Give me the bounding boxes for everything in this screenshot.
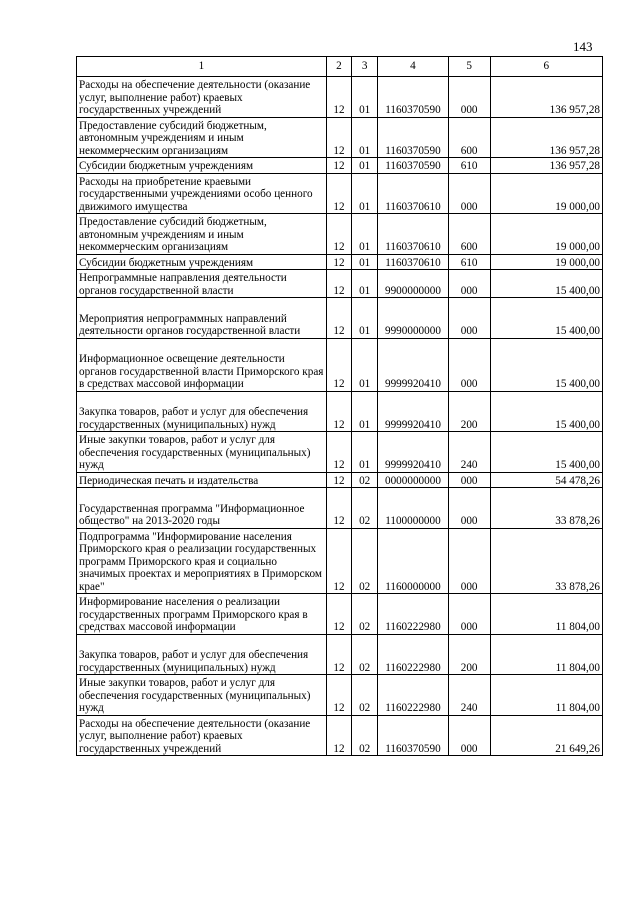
row-subsection: 01 xyxy=(352,173,378,214)
row-expense-type: 000 xyxy=(448,77,490,118)
row-section: 12 xyxy=(326,634,351,675)
table-row xyxy=(77,254,603,270)
row-amount: 15 400,00 xyxy=(490,432,602,473)
row-amount: 15 400,00 xyxy=(490,270,602,298)
row-subsection: 02 xyxy=(352,715,378,756)
row-section: 12 xyxy=(326,488,351,529)
row-amount: 54 478,26 xyxy=(490,472,602,488)
row-expense-type: 000 xyxy=(448,338,490,391)
table-row xyxy=(77,214,603,255)
row-target-code: 1160222980 xyxy=(378,594,448,635)
table-row xyxy=(77,634,603,675)
row-amount: 15 400,00 xyxy=(490,298,602,339)
table-row xyxy=(77,298,603,339)
row-section: 12 xyxy=(326,675,351,716)
row-amount: 11 804,00 xyxy=(490,594,602,635)
row-subsection: 01 xyxy=(352,391,378,432)
row-name: Закупка товаров, работ и услуг для обеспечения государственных (муниципальных) нужд xyxy=(77,391,327,432)
column-header: 3 xyxy=(352,57,378,77)
row-subsection: 02 xyxy=(352,528,378,594)
budget-table-body xyxy=(77,57,603,756)
row-expense-type: 000 xyxy=(448,270,490,298)
row-name: Периодическая печать и издательства xyxy=(77,472,327,488)
row-name: Субсидии бюджетным учреждениям xyxy=(77,254,327,270)
table-row xyxy=(77,391,603,432)
row-section: 12 xyxy=(326,338,351,391)
table-row xyxy=(77,488,603,529)
row-amount: 11 804,00 xyxy=(490,675,602,716)
row-name: Мероприятия непрограммных направлений деятельности органов государственной власти xyxy=(77,298,327,339)
row-amount: 19 000,00 xyxy=(490,214,602,255)
table-row xyxy=(77,472,603,488)
row-target-code: 9999920410 xyxy=(378,338,448,391)
row-section: 12 xyxy=(326,270,351,298)
table-row xyxy=(77,270,603,298)
row-target-code: 9999920410 xyxy=(378,432,448,473)
row-name: Предоставление субсидий бюджетным, автономным учреждениям и иным некоммерческим организациям xyxy=(77,214,327,255)
row-expense-type: 240 xyxy=(448,675,490,716)
row-name: Закупка товаров, работ и услуг для обеспечения государственных (муниципальных) нужд xyxy=(77,634,327,675)
table-row xyxy=(77,675,603,716)
row-section: 12 xyxy=(326,432,351,473)
row-subsection: 02 xyxy=(352,634,378,675)
row-target-code: 1160222980 xyxy=(378,675,448,716)
row-subsection: 01 xyxy=(352,77,378,118)
row-name: Информационное освещение деятельности органов государственной власти Приморского края в средствах массовой информации xyxy=(77,338,327,391)
row-target-code: 1160370610 xyxy=(378,214,448,255)
row-section: 12 xyxy=(326,254,351,270)
row-name: Государственная программа "Информационное общество" на 2013-2020 годы xyxy=(77,488,327,529)
row-target-code: 1160370610 xyxy=(378,173,448,214)
row-expense-type: 000 xyxy=(448,528,490,594)
row-subsection: 01 xyxy=(352,117,378,158)
row-target-code: 1160222980 xyxy=(378,634,448,675)
row-amount: 33 878,26 xyxy=(490,528,602,594)
column-header: 1 xyxy=(77,57,327,77)
row-amount: 136 957,28 xyxy=(490,117,602,158)
row-name: Предоставление субсидий бюджетным, автономным учреждениям и иным некоммерческим организациям xyxy=(77,117,327,158)
table-row xyxy=(77,158,603,174)
row-expense-type: 000 xyxy=(448,594,490,635)
row-section: 12 xyxy=(326,173,351,214)
row-amount: 19 000,00 xyxy=(490,173,602,214)
row-subsection: 01 xyxy=(352,214,378,255)
row-subsection: 01 xyxy=(352,432,378,473)
row-target-code: 1160370590 xyxy=(378,117,448,158)
table-row xyxy=(77,528,603,594)
row-expense-type: 000 xyxy=(448,298,490,339)
table-row xyxy=(77,173,603,214)
row-subsection: 01 xyxy=(352,338,378,391)
row-name: Субсидии бюджетным учреждениям xyxy=(77,158,327,174)
row-expense-type: 000 xyxy=(448,488,490,529)
column-header: 6 xyxy=(490,57,602,77)
row-subsection: 02 xyxy=(352,472,378,488)
row-expense-type: 610 xyxy=(448,158,490,174)
row-amount: 136 957,28 xyxy=(490,158,602,174)
row-expense-type: 000 xyxy=(448,715,490,756)
table-row xyxy=(77,117,603,158)
row-name: Расходы на приобретение краевыми государственными учреждениями особо ценного движимого имущества xyxy=(77,173,327,214)
row-expense-type: 200 xyxy=(448,391,490,432)
row-name: Иные закупки товаров, работ и услуг для обеспечения государственных (муниципальных) нужд xyxy=(77,675,327,716)
row-subsection: 02 xyxy=(352,675,378,716)
row-target-code: 9900000000 xyxy=(378,270,448,298)
row-name: Иные закупки товаров, работ и услуг для обеспечения государственных (муниципальных) нужд xyxy=(77,432,327,473)
page-number: 143 xyxy=(573,39,593,54)
row-amount: 15 400,00 xyxy=(490,391,602,432)
row-expense-type: 600 xyxy=(448,214,490,255)
row-name: Расходы на обеспечение деятельности (оказание услуг, выполнение работ) краевых государственных учреждений xyxy=(77,77,327,118)
row-section: 12 xyxy=(326,298,351,339)
row-target-code: 1160370590 xyxy=(378,715,448,756)
row-target-code: 1160370590 xyxy=(378,158,448,174)
row-name: Подпрограмма "Информирование населения Приморского края о реализации государственных программ Приморского края и социально значимых проектах и мероприятиях в Приморском крае" xyxy=(77,528,327,594)
row-subsection: 01 xyxy=(352,158,378,174)
row-amount: 136 957,28 xyxy=(490,77,602,118)
row-expense-type: 600 xyxy=(448,117,490,158)
row-section: 12 xyxy=(326,117,351,158)
row-target-code: 9999920410 xyxy=(378,391,448,432)
row-target-code: 1100000000 xyxy=(378,488,448,529)
row-target-code: 0000000000 xyxy=(378,472,448,488)
row-amount: 21 649,26 xyxy=(490,715,602,756)
row-target-code: 1160370610 xyxy=(378,254,448,270)
table-row xyxy=(77,432,603,473)
table-row xyxy=(77,77,603,118)
table-header-row xyxy=(77,57,603,77)
row-section: 12 xyxy=(326,715,351,756)
row-target-code: 9990000000 xyxy=(378,298,448,339)
row-subsection: 02 xyxy=(352,488,378,529)
row-name: Информирование населения о реализации государственных программ Приморского края в средствах массовой информации xyxy=(77,594,327,635)
row-target-code: 1160000000 xyxy=(378,528,448,594)
column-header: 2 xyxy=(326,57,351,77)
table-row xyxy=(77,715,603,756)
budget-table xyxy=(76,56,603,756)
row-name: Расходы на обеспечение деятельности (оказание услуг, выполнение работ) краевых государственных учреждений xyxy=(77,715,327,756)
row-subsection: 01 xyxy=(352,254,378,270)
row-target-code: 1160370590 xyxy=(378,77,448,118)
row-expense-type: 240 xyxy=(448,432,490,473)
row-expense-type: 200 xyxy=(448,634,490,675)
row-amount: 19 000,00 xyxy=(490,254,602,270)
table-row xyxy=(77,594,603,635)
row-expense-type: 000 xyxy=(448,173,490,214)
row-amount: 15 400,00 xyxy=(490,338,602,391)
row-subsection: 02 xyxy=(352,594,378,635)
row-section: 12 xyxy=(326,472,351,488)
row-section: 12 xyxy=(326,594,351,635)
row-section: 12 xyxy=(326,158,351,174)
row-expense-type: 000 xyxy=(448,472,490,488)
row-expense-type: 610 xyxy=(448,254,490,270)
row-amount: 33 878,26 xyxy=(490,488,602,529)
row-section: 12 xyxy=(326,391,351,432)
row-section: 12 xyxy=(326,528,351,594)
row-amount: 11 804,00 xyxy=(490,634,602,675)
column-header: 4 xyxy=(378,57,448,77)
table-row xyxy=(77,338,603,391)
row-subsection: 01 xyxy=(352,298,378,339)
row-section: 12 xyxy=(326,77,351,118)
row-name: Непрограммные направления деятельности органов государственной власти xyxy=(77,270,327,298)
row-subsection: 01 xyxy=(352,270,378,298)
column-header: 5 xyxy=(448,57,490,77)
row-section: 12 xyxy=(326,214,351,255)
